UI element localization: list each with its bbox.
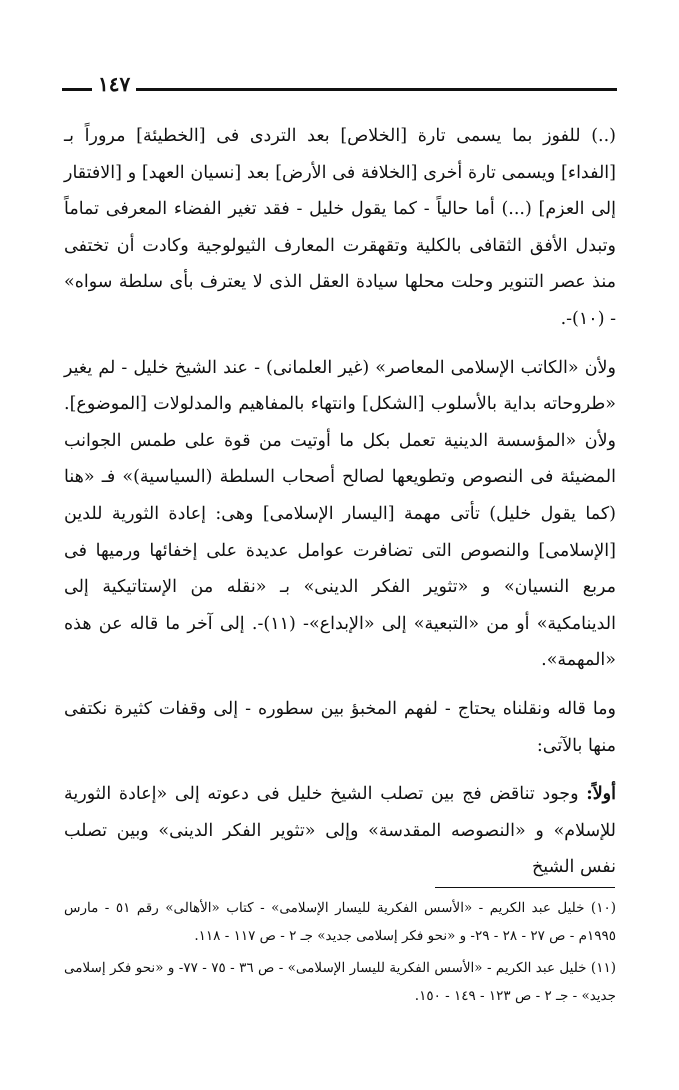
paragraph xyxy=(64,118,616,338)
paragraph-text: وما قاله ونقلناه يحتاج - لفهم المخبؤ بين سطوره - إلى وقفات كثيرة نكتفى منها بالآتى: xyxy=(64,698,616,756)
paragraph xyxy=(64,350,616,679)
footnotes xyxy=(64,894,616,1014)
paragraph xyxy=(64,691,616,764)
header-rule-short xyxy=(62,88,92,91)
page-header xyxy=(62,74,617,98)
paragraph-text: (..) للفوز بما يسمى تارة [الخلاص] بعد التردى فى [الخطيئة] مروراً بـ [الفداء] ويسمى تارة أخرى [الخلافة فى الأرض] بعد [نسيان العهد] و [الافتقار إلى العزم] (...) أما حالياً - كما يقول خليل - فقد تغير الفضاء المعرفى تماماً وتبدل الأفق الثقافى بالكلية وتقهقرت المعارف الثيولوجية وكادت أن تختفى منذ عصر التنوير وحلت محلها سيادة العقل الذى لا يعترف بأى سلطة سواه» - (١٠)-. xyxy=(64,126,616,329)
page-number: ١٤٧ xyxy=(98,72,131,96)
footnote: (١١) خليل عبد الكريم - «الأسس الفكرية لليسار الإسلامى» - ص ٣٦ - ٧٥ - ٧٧- و «نحو فكر إسلامى جديد» - جـ ٢ - ص ١٢٣ - ١٤٩ - ١٥٠. xyxy=(64,960,616,1004)
footnote: (١٠) خليل عبد الكريم - «الأسس الفكرية لليسار الإسلامى» - كتاب «الأهالى» رقم ٥١ - مارس ١٩٩٥م - ص ٢٧ - ٢٨ - ٢٩- و «نحو فكر إسلامى جديد» جـ ٢ - ص ١١٧ - ١١٨. xyxy=(64,900,616,944)
paragraph-text: وجود تناقض فج بين تصلب الشيخ خليل فى دعوته إلى «إعادة الثورية للإسلام» و «النصوصه المقدسة» وإلى «تثوير الفكر الدينى» وبين تصلب نفس الشيخ xyxy=(64,784,616,878)
main-text xyxy=(64,118,616,886)
paragraph xyxy=(64,776,616,886)
paragraph-text: ولأن «الكاتب الإسلامى المعاصر» (غير العلمانى) - عند الشيخ خليل - لم يغير «طروحاته بداية بالأسلوب [الشكل] وانتهاء بالمفاهيم والمدلولات [الموضوع]. ولأن «المؤسسة الدينية تعمل بكل ما أوتيت من قوة على طمس الجوانب المضيئة فى النصوص وتطويعها لصالح أصحاب السلطة (السياسية)» فـ «هنا (كما يقول خليل) تأتى مهمة [اليسار الإسلامى] وهى: إعادة الثورية للدين [الإسلامى] والنصوص التى تضافرت عوامل عديدة على إخفائها ورميها فى مربع النسيان» و «تثوير الفكر الدينى» بـ «نقله من الإستاتيكية إلى الدينامكية» أو من «التبعية» إلى «الإبداع»- (١١)-. إلى آخر ما قاله عن هذه «المهمة». xyxy=(64,357,616,671)
footnote-divider xyxy=(435,887,615,888)
header-rule xyxy=(136,88,617,91)
paragraph-lead: أولاً: xyxy=(586,784,616,805)
